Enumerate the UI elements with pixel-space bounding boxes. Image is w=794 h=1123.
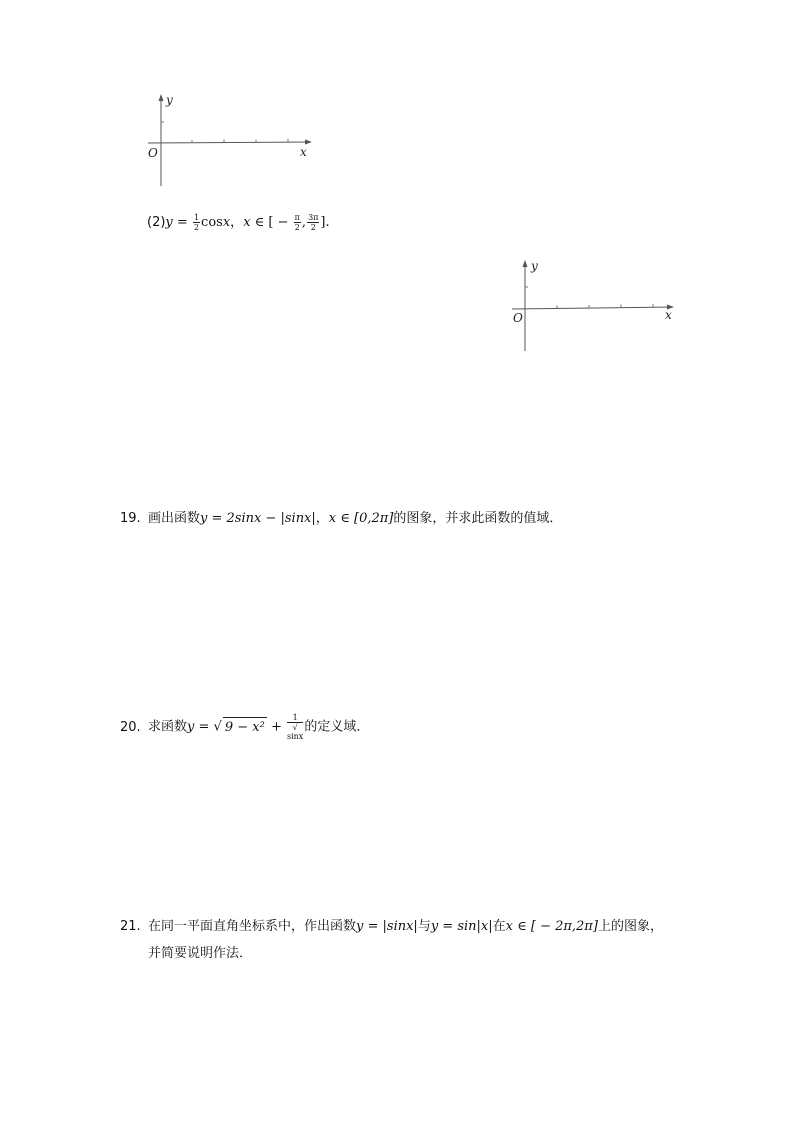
question-20: 20. 求函数y = √ 9 − x² + 1 √ sinx 的定义域． — [120, 713, 370, 741]
coordinate-axes-2 — [505, 256, 685, 356]
x-axis-label: x — [665, 308, 672, 322]
y-axis-label: y — [166, 93, 173, 107]
question-21-line-2: 并简要说明作法． — [148, 946, 253, 961]
upper-bound-fraction: $\frac{3\pi}{2}$ — [308, 213, 319, 232]
question-number: 21. — [120, 919, 141, 934]
x-axis-label: x — [300, 145, 307, 159]
coordinate-axes-1 — [140, 90, 320, 190]
question-21: 21. 在同一平面直角坐标系中，作出函数y = |sinx|与y = sin|x|在x ∈ [ − 2π,2π]上的图象， — [120, 917, 663, 937]
y-axis-label: y — [531, 259, 538, 273]
lower-bound-fraction: $\frac{\pi}{2}$ — [294, 213, 300, 232]
coef-fraction: $\frac{1}{2}$ — [193, 213, 200, 232]
origin-label: O — [513, 311, 523, 325]
part2-formula: (2)y = $\frac{1}{2}$ cosx，x ∈ [ − $\frac{\pi}{2}$ , $\frac{3\pi}{2}$ ]. — [147, 213, 330, 232]
question-19: 19. 画出函数y = 2sinx − |sinx|，x ∈ [0,2π]的图象，并求此函数的值域． — [120, 509, 562, 529]
origin-label: O — [148, 146, 158, 160]
question-number: 20. — [120, 719, 141, 735]
reciprocal-fraction: 1 √ sinx — [286, 713, 304, 741]
square-root: 9 − x² — [223, 717, 267, 738]
question-number: 19. — [120, 511, 141, 526]
